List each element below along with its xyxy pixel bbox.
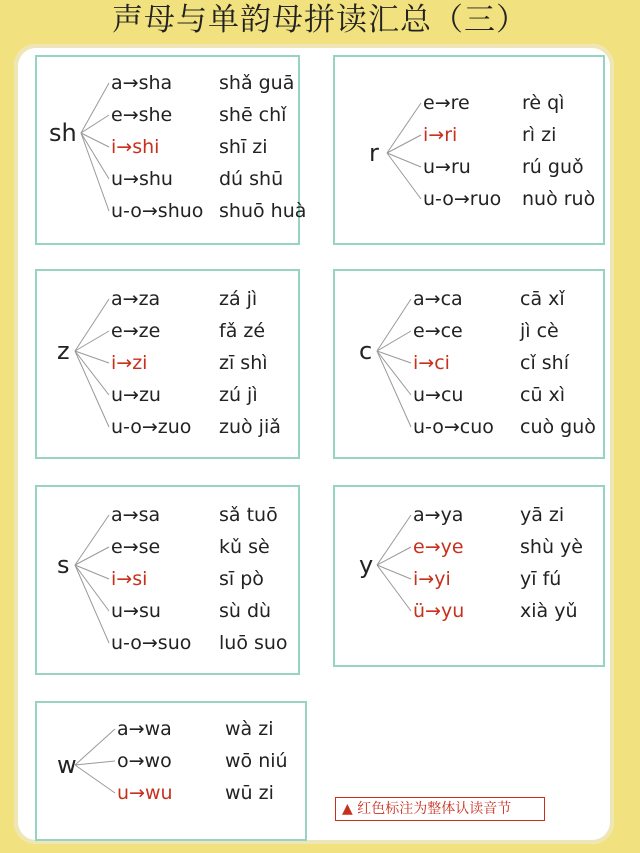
example-word: nuò ruò xyxy=(522,188,596,210)
group-box-z xyxy=(35,269,300,459)
example-word: wà zi xyxy=(225,718,274,740)
example-word: sī pò xyxy=(219,568,264,590)
example-word: shuō huà xyxy=(219,200,307,222)
example-word: shǎ guā xyxy=(219,72,295,94)
connector-line xyxy=(377,331,411,351)
example-word: yā zi xyxy=(520,504,565,526)
group-box-c xyxy=(333,269,605,459)
example-word: wū zi xyxy=(225,782,274,804)
connector-line xyxy=(81,83,109,133)
initial-letter: z xyxy=(57,337,70,365)
connector-line xyxy=(75,547,109,565)
connector-line xyxy=(377,547,411,565)
example-word: sù dù xyxy=(219,600,272,622)
spelling-ece: e→ce xyxy=(413,320,463,342)
spelling-uozuo: u-o→zuo xyxy=(111,416,192,438)
spelling-ere: e→re xyxy=(423,92,470,114)
example-word: dú shū xyxy=(219,168,284,190)
connector-line xyxy=(81,115,109,133)
group-box-y xyxy=(333,485,605,667)
example-word: xià yǔ xyxy=(520,600,578,622)
connector-line xyxy=(75,299,109,351)
group-box-w xyxy=(35,701,307,841)
group-box-r xyxy=(333,55,605,245)
spelling-uosuo: u-o→suo xyxy=(111,632,192,654)
initial-letter: c xyxy=(359,337,373,365)
spelling-iyi: i→yi xyxy=(413,568,451,590)
spelling-iri: i→ri xyxy=(423,124,458,146)
spelling-üyu: ü→yu xyxy=(413,600,465,622)
initial-letter: w xyxy=(57,751,77,779)
example-word: rì zi xyxy=(522,124,557,146)
spelling-ushu: u→shu xyxy=(111,168,173,190)
connector-line xyxy=(75,765,115,793)
example-word: shī zi xyxy=(219,136,268,158)
group-box-s xyxy=(35,485,300,675)
spelling-ese: e→se xyxy=(111,536,161,558)
spelling-isi: i→si xyxy=(111,568,148,590)
spelling-eze: e→ze xyxy=(111,320,161,342)
spelling-ici: i→ci xyxy=(413,352,450,374)
legend-note: ▲ 红色标注为整体认读音节 xyxy=(335,797,545,821)
example-word: yī fú xyxy=(520,568,562,590)
initial-letter: y xyxy=(359,551,374,579)
spelling-awa: a→wa xyxy=(117,718,172,740)
example-word: cū xì xyxy=(520,384,566,406)
spelling-aza: a→za xyxy=(111,288,161,310)
spelling-ucu: u→cu xyxy=(413,384,464,406)
example-word: cā xǐ xyxy=(520,288,565,310)
example-word: cuò guò xyxy=(520,416,596,438)
connector-line xyxy=(75,331,109,351)
spelling-aca: a→ca xyxy=(413,288,463,310)
spelling-ishi: i→shi xyxy=(111,136,160,158)
spelling-uocuo: u-o→cuo xyxy=(413,416,494,438)
example-word: zú jì xyxy=(219,384,258,406)
connector-line xyxy=(75,761,115,765)
spelling-uoruo: u-o→ruo xyxy=(423,188,502,210)
initial-letter: s xyxy=(57,551,70,579)
spelling-uoshuo: u-o→shuo xyxy=(111,200,204,222)
example-word: shù yè xyxy=(520,536,583,558)
example-word: sǎ tuō xyxy=(219,504,278,526)
example-word: jì cè xyxy=(520,320,559,342)
spelling-owo: o→wo xyxy=(117,750,172,772)
initial-letter: sh xyxy=(49,119,77,147)
spelling-uru: u→ru xyxy=(423,156,471,178)
spelling-aya: a→ya xyxy=(413,504,464,526)
spelling-uwu: u→wu xyxy=(117,782,173,804)
connector-line xyxy=(387,103,421,153)
spelling-usu: u→su xyxy=(111,600,161,622)
spelling-izi: i→zi xyxy=(111,352,148,374)
spelling-eye: e→ye xyxy=(413,536,464,558)
example-word: wō niú xyxy=(225,750,288,772)
connector-line xyxy=(377,299,411,351)
spelling-asa: a→sa xyxy=(111,504,161,526)
example-word: shē chǐ xyxy=(219,104,287,126)
example-word: zī shì xyxy=(219,352,268,374)
example-word: cǐ shí xyxy=(520,352,569,374)
connector-lines xyxy=(335,487,607,669)
example-word: kǔ sè xyxy=(219,536,270,558)
initial-letter: r xyxy=(369,139,379,167)
connector-line xyxy=(377,515,411,565)
spelling-uzu: u→zu xyxy=(111,384,161,406)
example-word: zuò jiǎ xyxy=(219,416,281,438)
example-word: rè qì xyxy=(522,92,565,114)
connector-line xyxy=(75,729,115,765)
example-word: luō suo xyxy=(219,632,288,654)
example-word: rú guǒ xyxy=(522,156,584,178)
page-title: 声母与单韵母拼读汇总（三） xyxy=(112,2,528,38)
spelling-eshe: e→she xyxy=(111,104,173,126)
example-word: fǎ zé xyxy=(219,320,266,342)
spelling-asha: a→sha xyxy=(111,72,173,94)
connector-line xyxy=(75,515,109,565)
connector-line xyxy=(387,135,421,153)
group-box-sh xyxy=(35,55,307,245)
example-word: zá jì xyxy=(219,288,258,310)
